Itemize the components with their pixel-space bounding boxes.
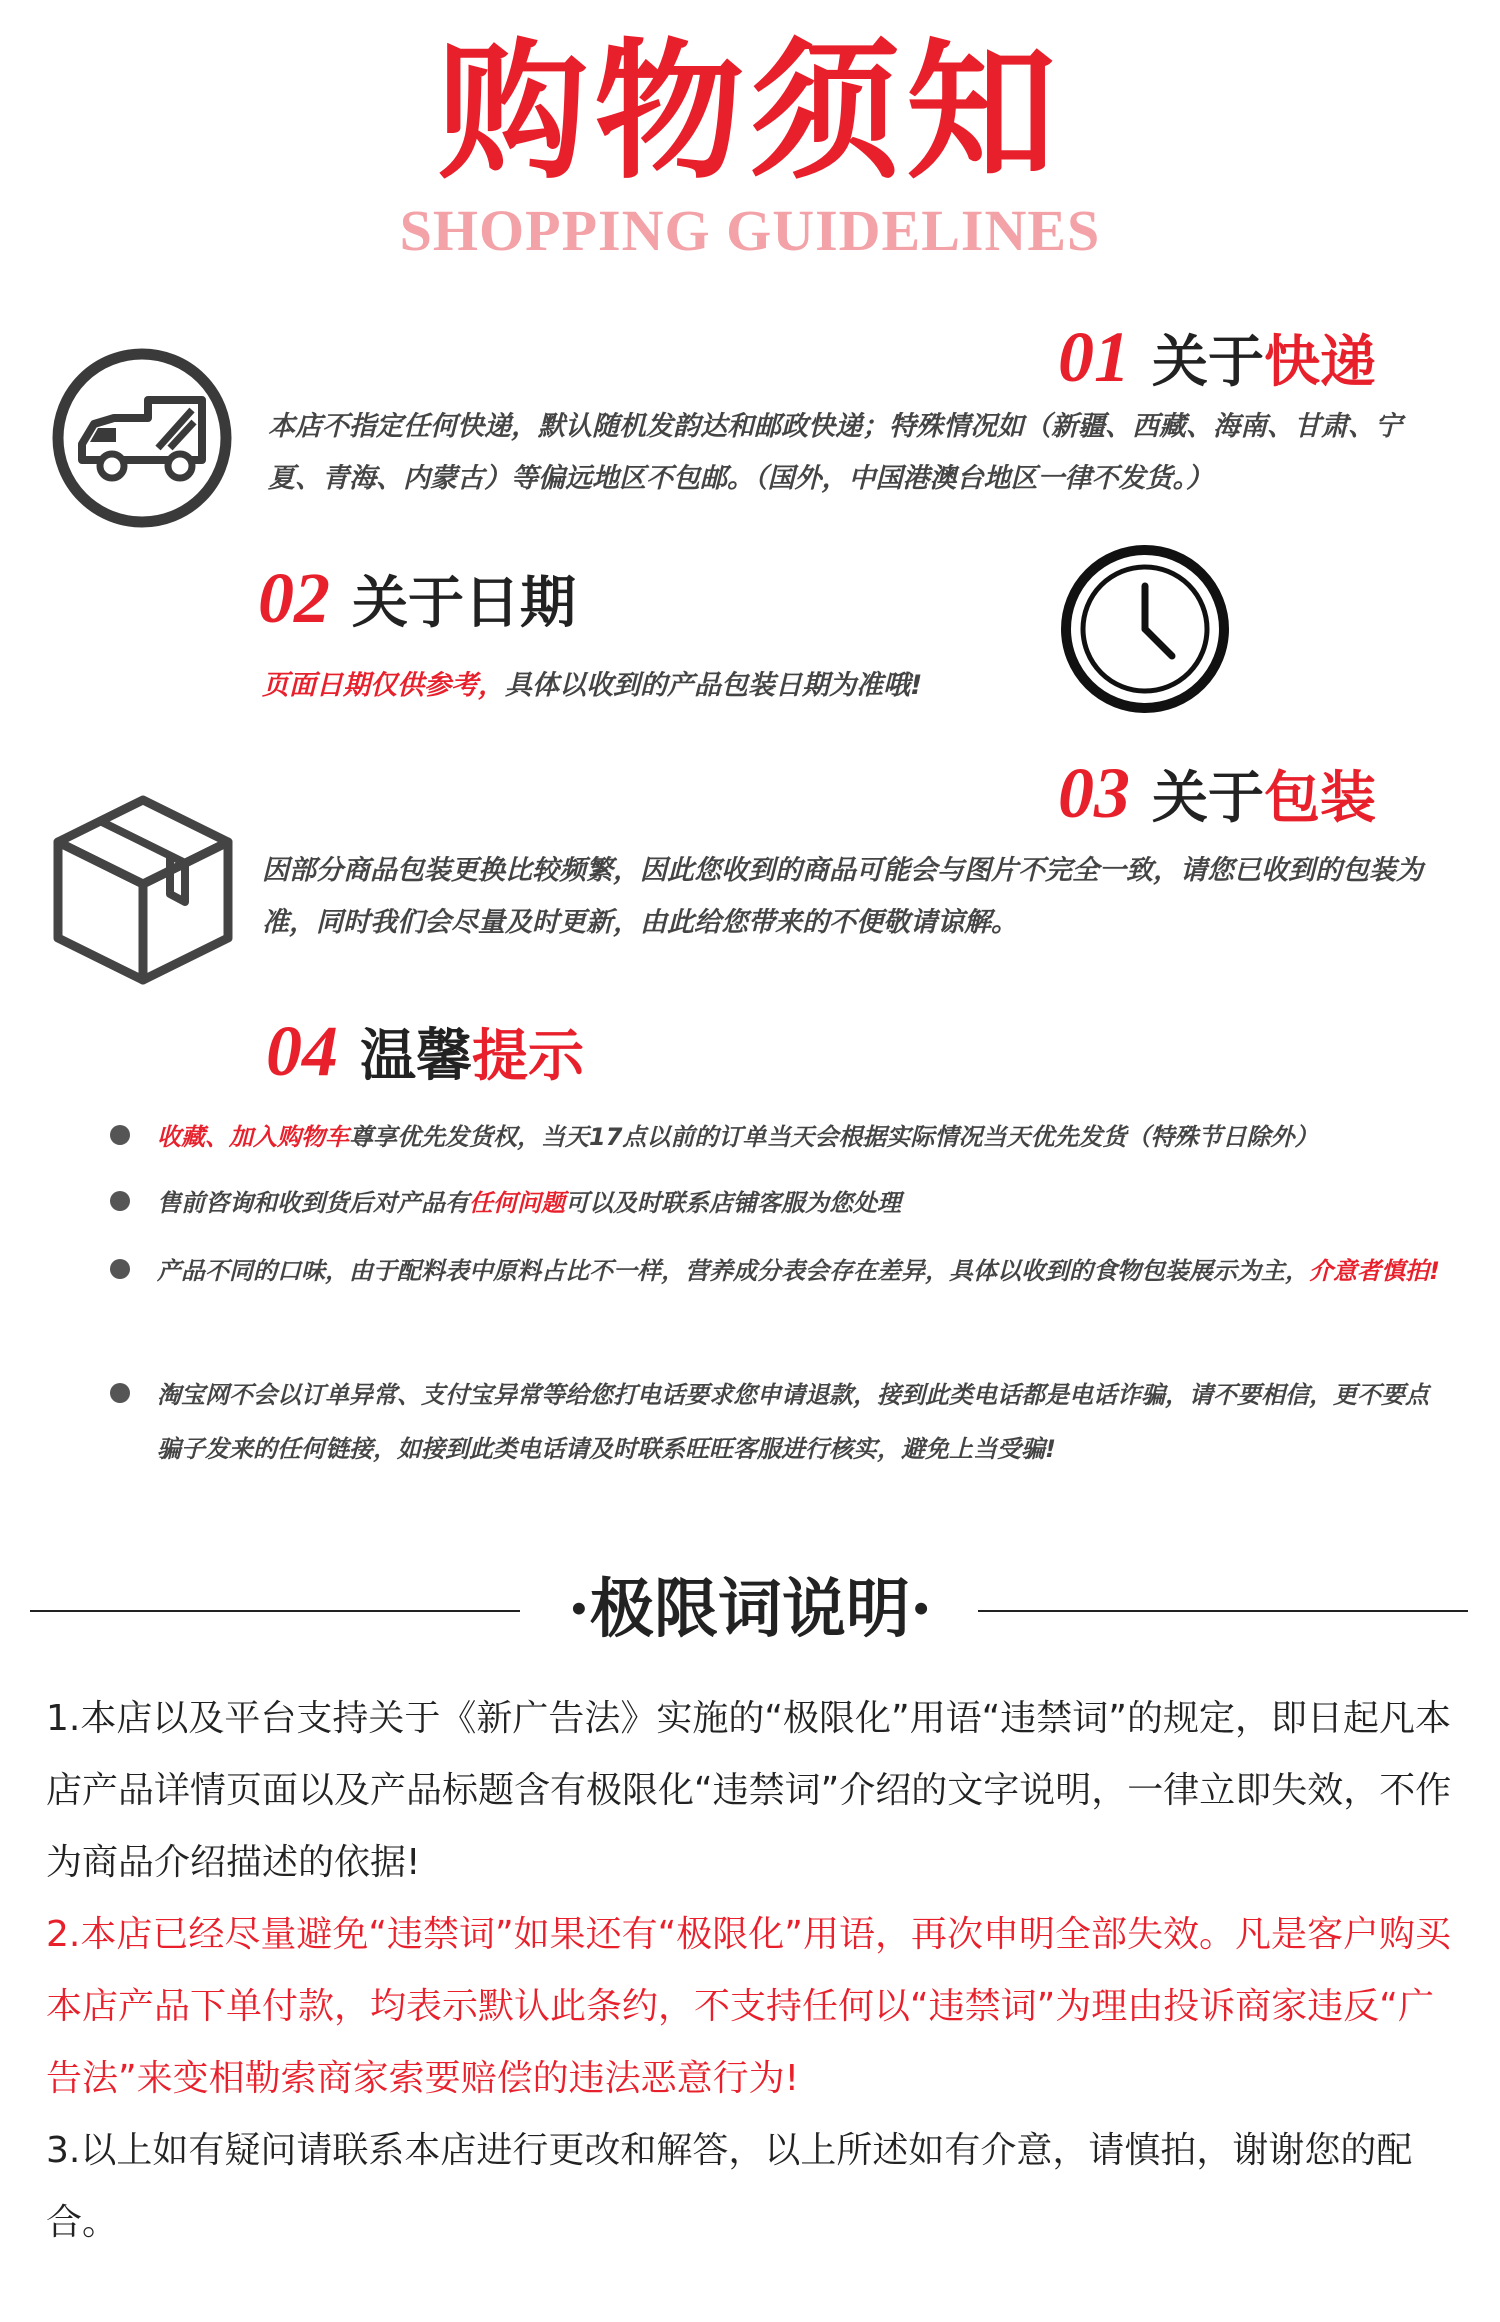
section-04-title-accent: 提示 <box>472 1024 584 1089</box>
tip-2-post: 可以及时联系店铺客服为您处理 <box>565 1189 901 1217</box>
tip-item <box>110 1368 1440 1476</box>
bullet-dot-icon <box>110 1259 130 1279</box>
section-01-heading <box>1058 317 1376 398</box>
tip-1-text: 尊享优先发货权，当天17点以前的订单当天会根据实际情况当天优先发货（特殊节日除外） <box>349 1123 1319 1151</box>
delivery-truck-icon <box>52 348 232 528</box>
section-03-body: 因部分商品包装更换比较频繁，因此您收到的商品可能会与图片不完全一致，请您已收到的包装为准，同时我们会尽量及时更新，由此给您带来的不便敬请谅解。 <box>262 855 1423 938</box>
bullet-dot-icon <box>110 1191 130 1211</box>
tip-1-accent: 收藏、加入购物车 <box>157 1123 349 1151</box>
section-03-title-accent: 包装 <box>1264 766 1376 831</box>
limit-words-paragraph-3: 3.以上如有疑问请联系本店进行更改和解答，以上所述如有介意，请慎拍，谢谢您的配合。 <box>46 2130 1413 2243</box>
limit-words-paragraph-1: 1.本店以及平台支持关于《新广告法》实施的“极限化”用语“违禁词”的规定，即日起凡本店产品详情页面以及产品标题含有极限化“违禁词”介绍的文字说明，一律立即失效，不作为商品介绍描述的依据! <box>46 1698 1452 1883</box>
tip-3-text: 产品不同的口味，由于配料表中原料占比不一样，营养成分表会存在差异，具体以收到的食物包装展示为主， <box>157 1257 1309 1285</box>
section-03-number: 03 <box>1058 753 1130 833</box>
section-01-number: 01 <box>1058 317 1130 397</box>
section-01-title: 关于 <box>1152 330 1264 395</box>
section-01-title-accent: 快递 <box>1264 330 1376 395</box>
bullet-dot-icon <box>110 1125 130 1145</box>
section-03-heading <box>1058 753 1376 834</box>
tip-item <box>110 1110 1440 1164</box>
tip-2-accent: 任何问题 <box>469 1189 565 1217</box>
package-box-icon <box>48 790 238 990</box>
section-04-number: 04 <box>266 1011 338 1091</box>
section-04-title: 温馨 <box>360 1024 472 1089</box>
tip-3-accent: 介意者慎拍! <box>1309 1257 1440 1285</box>
tip-item <box>110 1176 1440 1230</box>
limit-words-heading: ·极限词说明· <box>567 1572 933 1647</box>
clock-icon <box>1060 544 1230 714</box>
section-02-body-accent: 页面日期仅供参考， <box>262 670 505 701</box>
page-title: 购物须知 <box>437 26 1062 200</box>
limit-words-paragraph-2: 2.本店已经尽量避免“违禁词”如果还有“极限化”用语，再次申明全部失效。凡是客户购买本店产品下单付款，均表示默认此条约，不支持任何以“违禁词”为理由投诉商家违反“广告法”来变相勒索商家索要赔偿的违法恶意行为! <box>46 1914 1451 2099</box>
divider-line-right <box>978 1610 1468 1612</box>
section-04-heading <box>266 1011 584 1092</box>
section-03-title: 关于 <box>1152 766 1264 831</box>
page-subtitle: SHOPPING GUIDELINES <box>399 198 1101 263</box>
tip-4-text: 淘宝网不会以订单异常、支付宝异常等给您打电话要求您申请退款，接到此类电话都是电话诈骗，请不要相信，更不要点骗子发来的任何链接，如接到此类电话请及时联系旺旺客服进行核实，避免上当受骗! <box>157 1381 1429 1463</box>
section-01-body: 本店不指定任何快递，默认随机发韵达和邮政快递；特殊情况如（新疆、西藏、海南、甘肃、宁夏、青海、内蒙古）等偏远地区不包邮。（国外，中国港澳台地区一律不发货。） <box>268 411 1402 494</box>
section-02-body <box>262 660 1062 712</box>
tip-item <box>110 1244 1440 1298</box>
section-02-number: 02 <box>258 558 330 638</box>
section-02-title: 关于日期 <box>352 571 576 636</box>
bullet-dot-icon <box>110 1383 130 1403</box>
tip-2-pre: 售前咨询和收到货后对产品有 <box>157 1189 469 1217</box>
section-02-body-text: 具体以收到的产品包装日期为准哦! <box>505 670 923 701</box>
section-02-heading <box>258 558 576 639</box>
